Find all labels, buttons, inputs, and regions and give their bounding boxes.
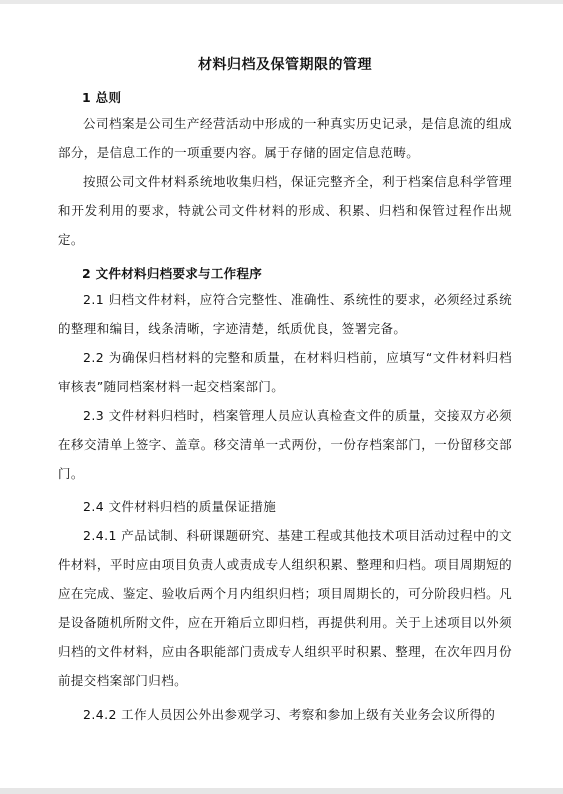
document-title: 材料归档及保管期限的管理 <box>198 57 372 73</box>
paragraph: 按照公司文件材料系统地收集归档，保证完整齐全，利于档案信息科学管理和开发利用的要求，特就公司文件材料的形成、积累、归档和保管过程作出规定。 <box>58 174 512 247</box>
page-top-edge <box>0 0 563 4</box>
paragraph: 2.4.1 产品试制、科研课题研究、基建工程或其他技术项目活动过程中的文件材料，平时应由项目负责人或责成专人组织积累、整理和归档。项目周期短的应在完成、鉴定、验收后两个月内组织归档；项目周期长的，可分阶段归档。凡是设备随机所附文件，应在开箱后立即归档，再提供利用。关于上述项目以外须归档的文件材料，应由各职能部门责成专人组织平时积累、整理，在次年四月份前提交档案部门归档。 <box>58 528 512 688</box>
paragraph: 2.4 文件材料归档的质量保证措施 <box>83 499 277 514</box>
section-heading-filing-requirements: 2 文件材料归档要求与工作程序 <box>82 266 263 281</box>
paragraph: 2.2 为确保归档材料的完整和质量，在材料归档前，应填写“文件材料归档审核表”随同档案材料一起交档案部门。 <box>58 350 512 394</box>
paragraph: 2.1 归档文件材料，应符合完整性、准确性、系统性的要求，必须经过系统的整理和编目，线条清晰，字迹清楚，纸质优良，签署完备。 <box>58 292 512 336</box>
paragraph: 公司档案是公司生产经营活动中形成的一种真实历史记录，是信息流的组成部分，是信息工作的一项重要内容。属于存储的固定信息范畴。 <box>58 116 512 160</box>
page-bottom-edge <box>0 788 563 794</box>
paragraph: 2.4.2 工作人员因公外出参观学习、考察和参加上级有关业务会议所得的 <box>83 707 496 722</box>
section-heading-general: 1 总则 <box>82 90 122 105</box>
paragraph: 2.3 文件材料归档时，档案管理人员应认真检查文件的质量，交接双方必须在移交清单上签字、盖章。移交清单一式两份，一份存档案部门，一份留移交部门。 <box>58 408 512 481</box>
